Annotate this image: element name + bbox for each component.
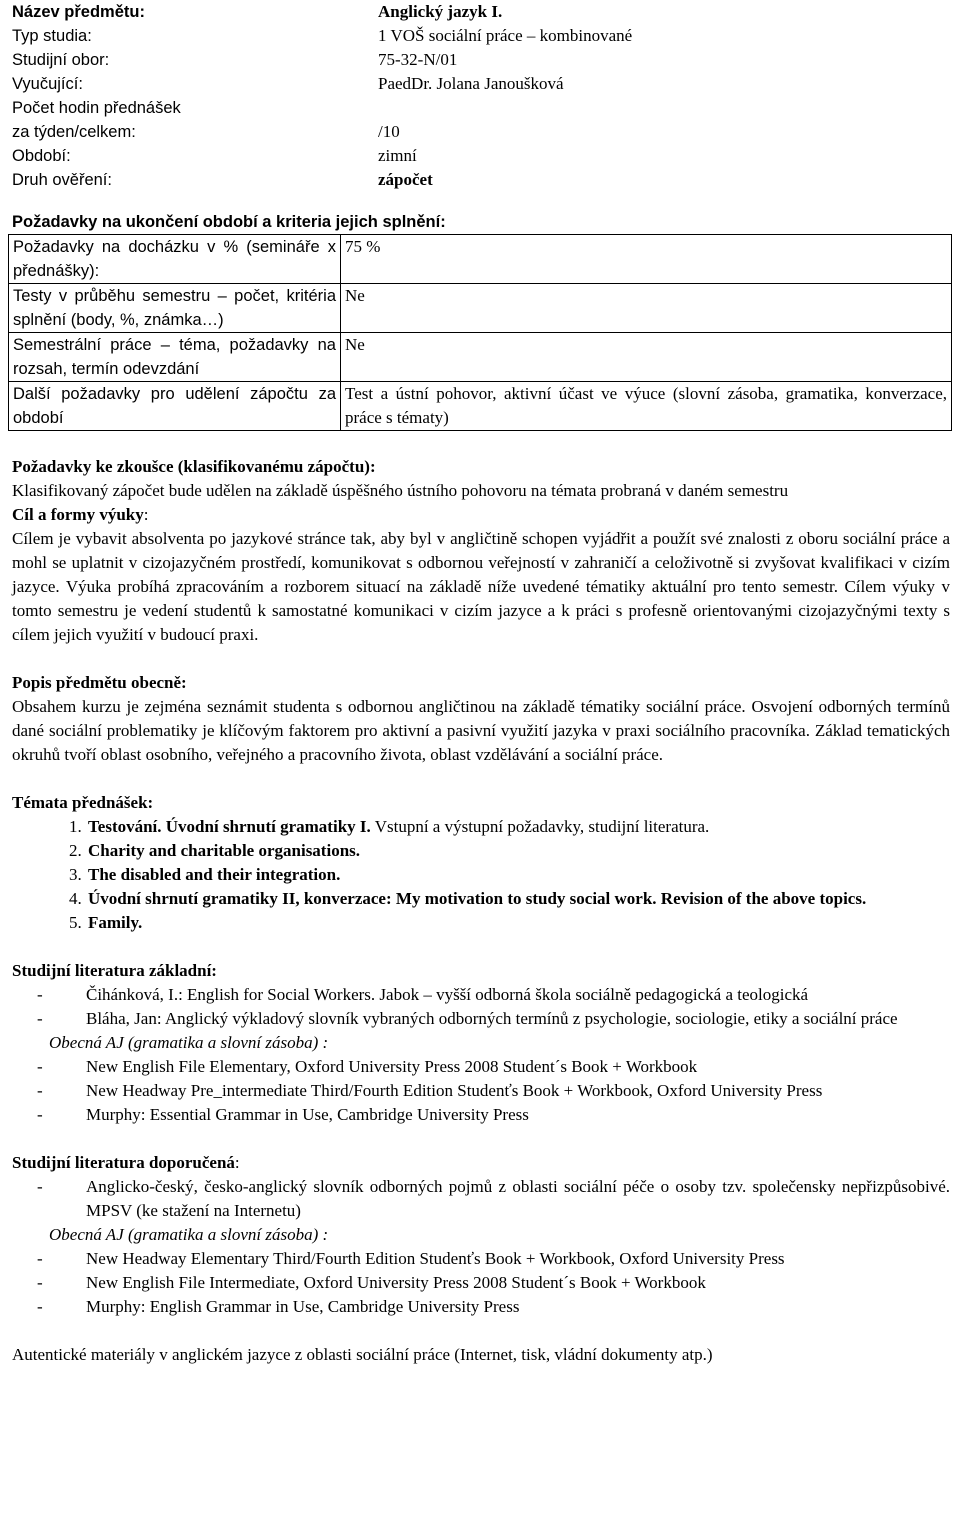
header-value: [378, 96, 950, 120]
topic-normal: Vstupní a výstupní požadavky, studijní literatura.: [370, 817, 710, 836]
exam-text: Klasifikovaný zápočet bude udělen na základě úspěšného ústního pohovoru na témata probraná v daném semestru: [12, 481, 789, 500]
topic-bold: Family.: [88, 913, 143, 932]
topic-item: [86, 911, 950, 935]
header-row: [12, 96, 950, 120]
header-value: zápočet: [378, 170, 433, 189]
header-row: [12, 120, 950, 144]
list-item: - New English File Elementary, Oxford University Press 2008 Student´s Book + Workbook: [12, 1055, 950, 1079]
topic-bold: Úvodní shrnutí gramatiky II, konverzace: My motivation to study social work. Revision of the above topics.: [88, 889, 867, 908]
goal-heading-colon: :: [143, 505, 149, 524]
list-item: - Čihánková, I.: English for Social Workers. Jabok – vyšší odborná škola sociálně pedagogická a teologická: [12, 983, 950, 1007]
lit-recommended-heading-colon: :: [234, 1153, 240, 1172]
lit-recommended-list: [12, 1175, 950, 1223]
description-heading: Popis předmětu obecně:: [12, 673, 187, 692]
header-label: za týden/celkem:: [12, 123, 136, 141]
header-label: Studijní obor:: [12, 51, 110, 69]
table-cell-value: Test a ústní pohovor, aktivní účast ve výuce (slovní zásoba, gramatika, konverzace, práce s tématy): [341, 382, 952, 431]
header-row: [12, 168, 950, 192]
header-label: Vyučující:: [12, 75, 83, 93]
lit-recommended-heading-bold: Studijní literatura doporučená: [12, 1153, 235, 1172]
table-cell-value: [341, 235, 952, 284]
topic-item: [86, 887, 950, 911]
header-row: [12, 144, 950, 168]
table-cell-value: Ne: [341, 333, 952, 382]
header-row: [12, 0, 950, 24]
topics-list: [12, 815, 950, 935]
attendance-value: 75 %: [345, 237, 381, 256]
lit-recommended-heading: [12, 1151, 950, 1175]
table-row: [9, 333, 952, 382]
goal-heading-bold: Cíl a formy výuky: [12, 505, 144, 524]
exam-heading: Požadavky ke zkoušce (klasifikovanému zápočtu):: [12, 457, 376, 476]
topic-bold: Charity and charitable organisations.: [88, 841, 361, 860]
requirements-heading: Požadavky na ukončení období a kriteria jejich splnění:: [12, 213, 446, 231]
header-label: Druh ověření:: [12, 171, 112, 189]
lit-basic-heading: Studijní literatura základní:: [12, 961, 217, 980]
header-label: Typ studia:: [12, 27, 92, 45]
description-text: Obsahem kurzu je zejména seznámit studenta s odbornou angličtinou na základě tématiky sociální práce. Osvojení odborných termínů dané sociální problematiky je klíčovým faktorem pro aktivní a pasivní využití jazyka v praxi sociálního pracovníka. Základ tematických okruhů tvoří oblast osobního, veřejného a pracovního života, oblast vzdělávání a sociální práce.: [12, 697, 950, 764]
topic-item: [86, 839, 950, 863]
header-row: [12, 72, 950, 96]
lit-basic-list: [12, 983, 950, 1031]
table-cell-value: Ne: [341, 284, 952, 333]
header-value: 75-32-N/01: [378, 50, 458, 69]
list-item: - Murphy: Essential Grammar in Use, Cambridge University Press: [12, 1103, 950, 1127]
table-row: [9, 284, 952, 333]
topics-heading: Témata přednášek:: [12, 793, 154, 812]
goal-heading: [12, 503, 950, 527]
list-item: - New English File Intermediate, Oxford University Press 2008 Student´s Book + Workbook: [12, 1271, 950, 1295]
header-row: [12, 24, 950, 48]
list-item: - Murphy: English Grammar in Use, Cambridge University Press: [12, 1295, 950, 1319]
topic-bold: The disabled and their integration.: [88, 865, 341, 884]
header-value: 1 VOŠ sociální práce – kombinované: [378, 26, 633, 45]
lit-recommended-list-2: [12, 1247, 950, 1319]
lit-basic-list-2: [12, 1055, 950, 1127]
header-label: Období:: [12, 147, 71, 165]
lit-recommended-subheading: Obecná AJ (gramatika a slovní zásoba) :: [49, 1225, 329, 1244]
document: [12, 0, 950, 1367]
table-cell-label: Požadavky na docházku v % (semináře x přednášky):: [9, 235, 341, 284]
header-label: Název předmětu:: [12, 3, 145, 21]
table-row: [9, 382, 952, 431]
table-cell-label: Testy v průběhu semestru – počet, kritéria splnění (body, %, známka…): [9, 284, 341, 333]
header-row: [12, 48, 950, 72]
course-header: [12, 0, 950, 192]
header-value: zimní: [378, 146, 417, 165]
list-item: - Anglicko-český, česko-anglický slovník odborných pojmů z oblasti sociální péče o osoby tzv. společensky nepřizpůsobivé. MPSV (ke stažení na Internetu): [12, 1175, 950, 1223]
header-value: /10: [378, 122, 400, 141]
footer-text: Autentické materiály v anglickém jazyce z oblasti sociální práce (Internet, tisk, vládní dokumenty atp.): [12, 1345, 713, 1364]
table-cell-label: Další požadavky pro udělení zápočtu za období: [9, 382, 341, 431]
header-label: Počet hodin přednášek: [12, 99, 181, 117]
topic-item: [86, 863, 950, 887]
course-title: Anglický jazyk I.: [378, 2, 503, 21]
topic-bold: Testování. Úvodní shrnutí gramatiky I.: [88, 817, 371, 836]
list-item: - New Headway Elementary Third/Fourth Edition Studenťs Book + Workbook, Oxford University Press: [12, 1247, 950, 1271]
table-cell-label: Semestrální práce – téma, požadavky na rozsah, termín odevzdání: [9, 333, 341, 382]
table-row: [9, 235, 952, 284]
list-item: - New Headway Pre_intermediate Third/Fourth Edition Studenťs Book + Workbook, Oxford University Press: [12, 1079, 950, 1103]
header-value: PaedDr. Jolana Janoušková: [378, 74, 564, 93]
lit-basic-subheading: Obecná AJ (gramatika a slovní zásoba) :: [49, 1033, 329, 1052]
goal-text: Cílem je vybavit absolventa po jazykové stránce tak, aby byl v angličtině schopen vyjádřit a použít své znalosti z oboru sociální práce a mohl se uplatnit v cizojazyčném prostředí, komunikovat s odbornou veřejností v zahraničí a celoživotně si zvyšovat kvalifikaci v cizím jazyce. Výuka probíhá zpracováním a rozborem situací na základě níže uvedené tématiky aktuální pro tento semestr. Cílem výuky v tomto semestru je vedení studentů k samostatné komunikaci v cizím jazyce a k práci s profesně orientovanými cizojazyčnými texty s cílem jejich využití v budoucí praxi.: [12, 529, 950, 644]
requirements-table: [8, 234, 952, 431]
topic-item: [86, 815, 950, 839]
list-item: - Bláha, Jan: Anglický výkladový slovník vybraných odborných termínů z psychologie, sociologie, etiky a sociální práce: [12, 1007, 950, 1031]
